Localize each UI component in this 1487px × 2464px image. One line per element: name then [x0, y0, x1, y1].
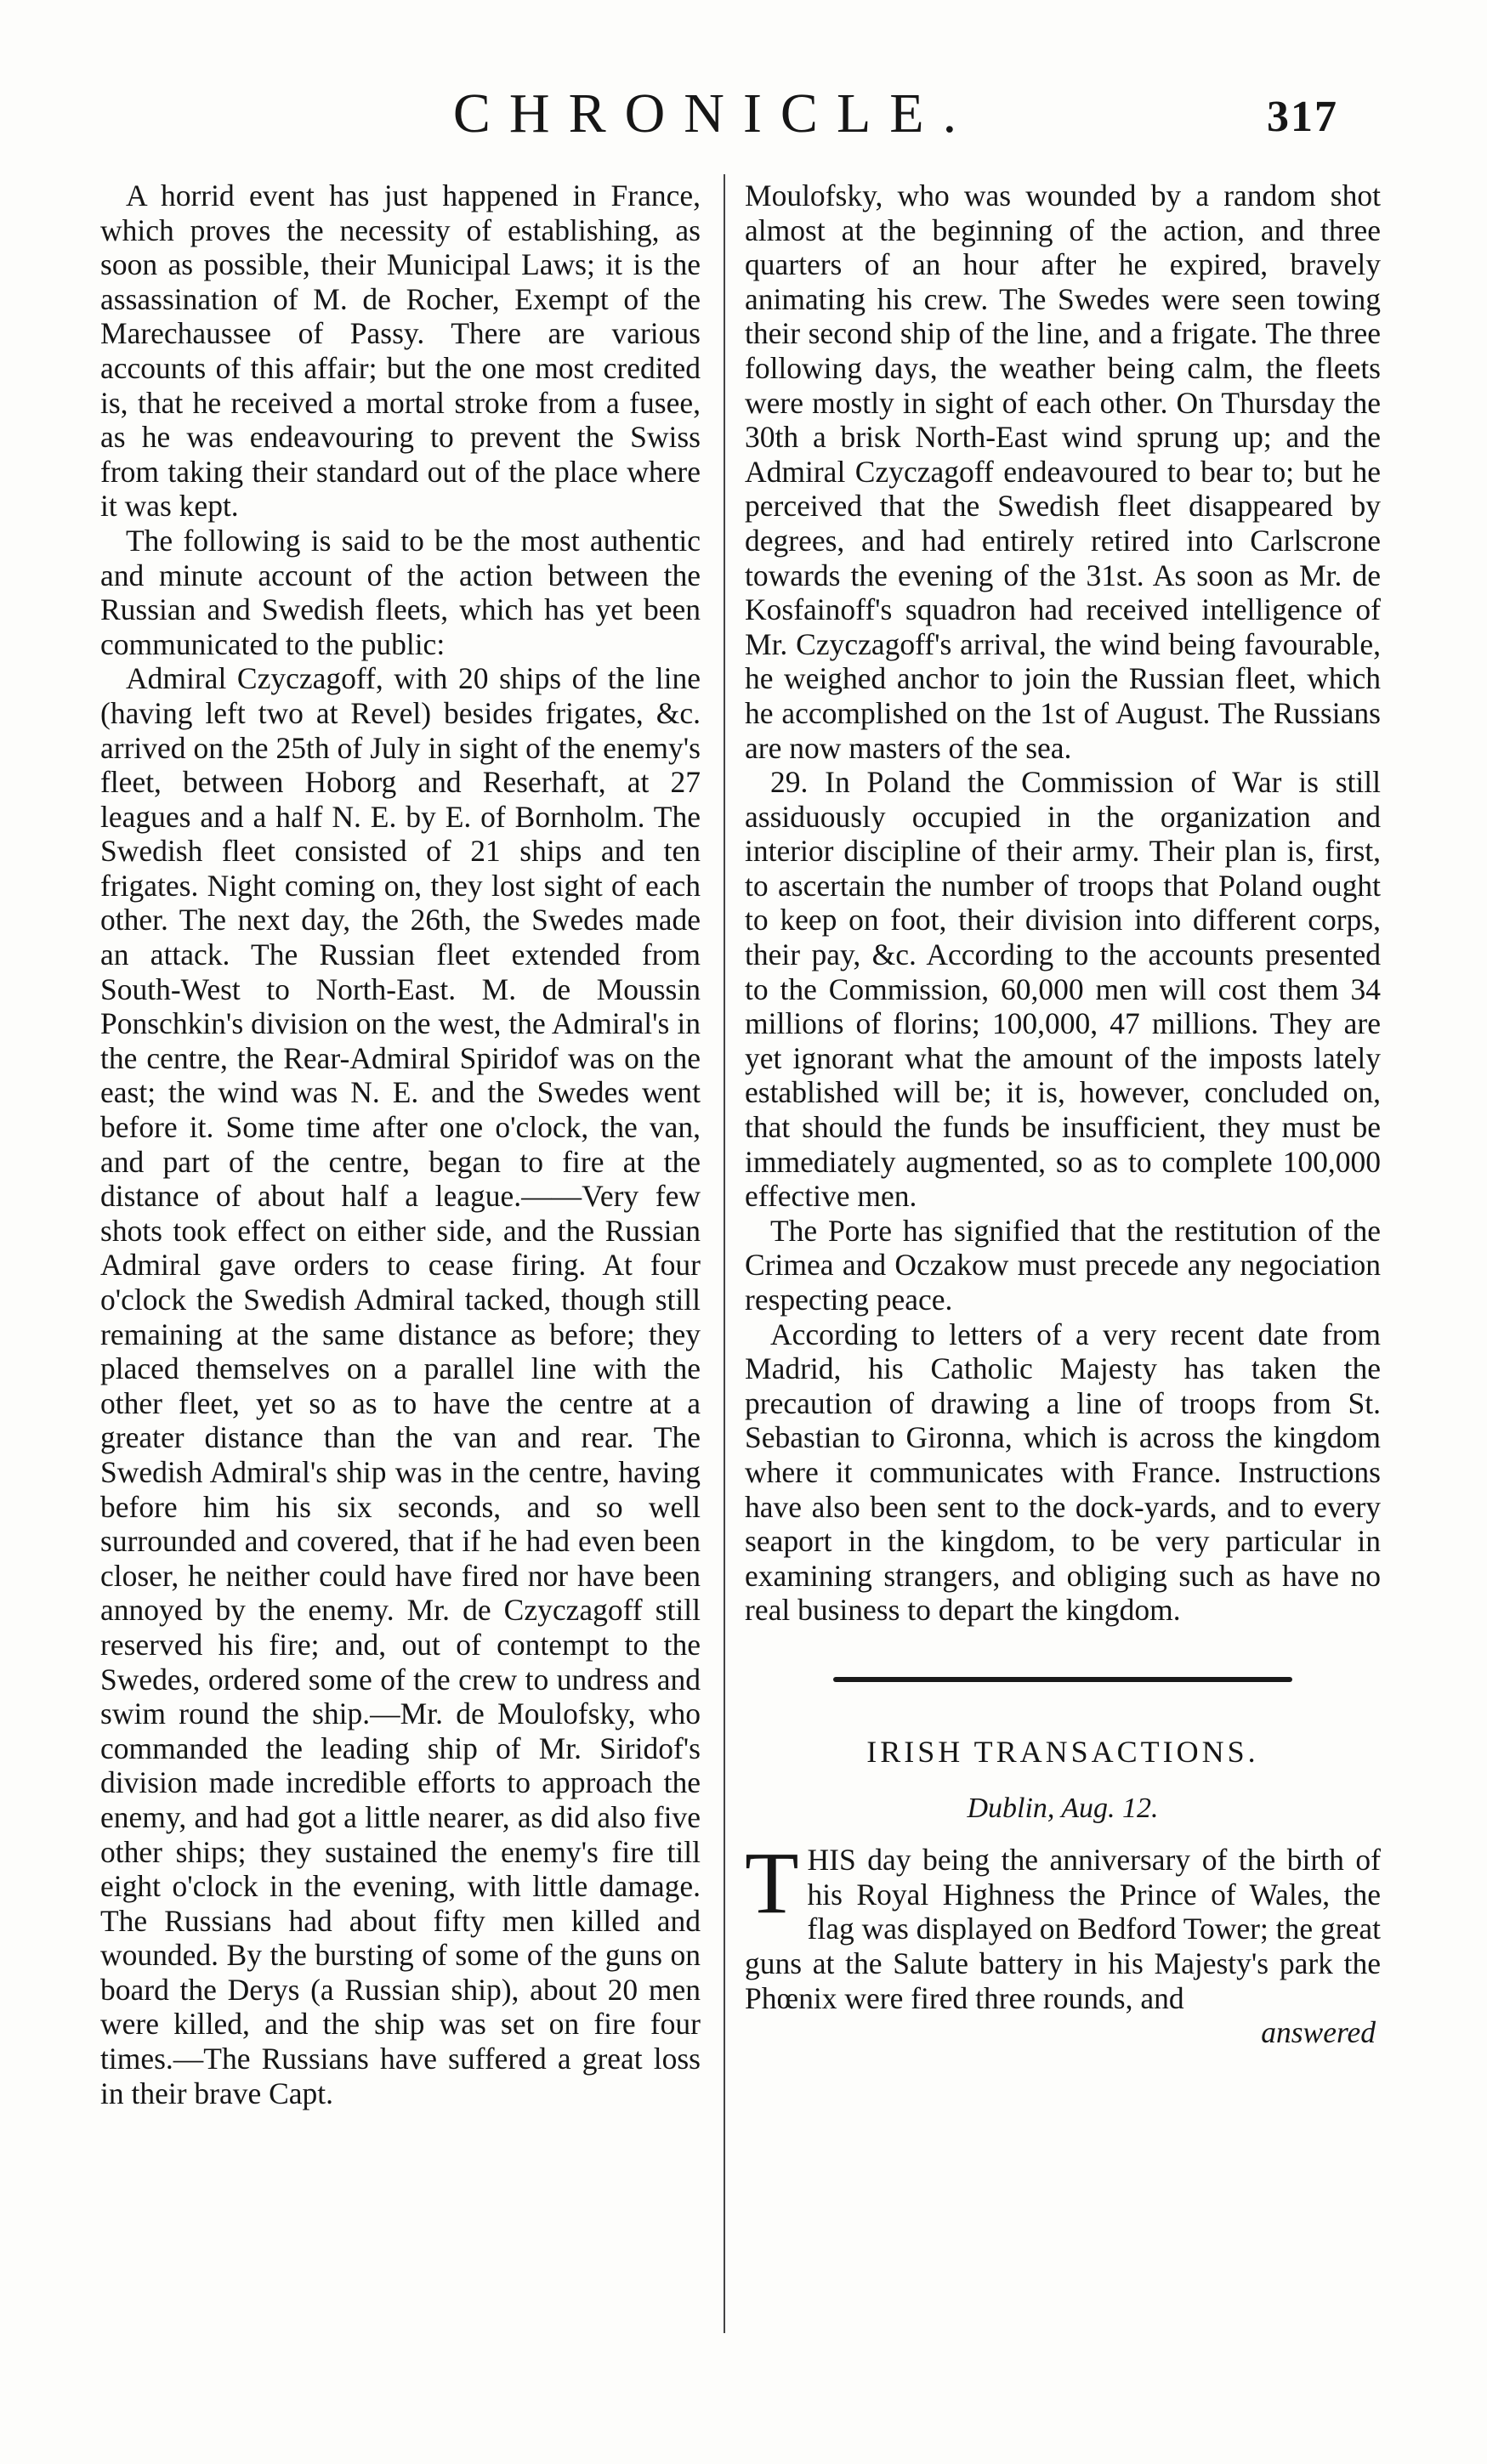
right-paragraph-2: 29. In Poland the Commission of War is still assiduously occupied in the organization and interior discipline of their army. Their plan is, first, to ascertain the number of troops that Poland ought to keep on foot, their division into different corps, their pay, &c. According to the accounts presented to the Commission, 60,000 men will cost them 34 millions of florins; 100,000, 47 millions. They are yet ignorant what the amount of the imposts lately established will be; it is, however, concluded on, that should the funds be insufficient, they must be immediately augmented, so as to complete 100,000 effective men.: [745, 765, 1381, 1214]
left-paragraph-2: The following is said to be the most authentic and minute account of the action between the Russian and Swedish fleets, which has yet been communicated to the public:: [100, 523, 701, 661]
left-paragraph-1: A horrid event has just happened in France, which proves the necessity of establishing, as soon as possible, their Municipal Laws; it is the assassination of M. de Rocher, Exempt of the Marechaussee of Passy. There are various accounts of this affair; but the one most credited is, that he received a mortal stroke from a fusee, as he was endeavouring to prevent the Swiss from taking their standard out of the place where it was kept.: [100, 178, 701, 524]
section-ornament-rule: [833, 1677, 1292, 1682]
right-paragraph-1: Moulofsky, who was wounded by a random shot almost at the beginning of the action, and three quarters of an hour after he expired, bravely animating his crew. The Swedes were seen towing their second ship of the line, and a frigate. The three following days, the weather being calm, the fleets were mostly in sight of each other. On Thursday the 30th a brisk North-East wind sprung up; and the Admiral Czyczagoff endeavoured to bear to; but he perceived that the Swedish fleet disappeared by degrees, and had entirely retired into Carlscrone towards the evening of the 31st. As soon as Mr. de Kosfainoff's squadron had received intelligence of Mr. Czyczagoff's arrival, the wind being favourable, he weighed anchor to join the Russian fleet, which he accomplished on the 1st of August. The Russians are now masters of the sea.: [745, 178, 1381, 765]
page-number: 317: [1267, 93, 1338, 141]
irish-paragraph-text: HIS day being the anniversary of the birth of his Royal Highness the Prince of Wales, the flag was displayed on Bedford Tower; the great guns at the Salute battery in his Majesty's park the Phœnix were fired three rounds, and: [745, 1843, 1381, 2015]
running-head-title: CHRONICLE.: [452, 82, 976, 144]
left-column: [100, 178, 701, 2110]
catchword: answered: [1261, 2015, 1376, 2050]
drop-cap-letter: T: [745, 1834, 799, 1933]
right-paragraph-3: The Porte has signified that the restitution of the Crimea and Oczakow must precede any negociation respecting peace.: [745, 1213, 1381, 1317]
section-heading: IRISH TRANSACTIONS.: [866, 1734, 1259, 1769]
right-paragraph-4: According to letters of a very recent date from Madrid, his Catholic Majesty has taken the precaution of drawing a line of troops from St. Sebastian to Gironna, which is across the kingdom where it communicates with France. Instructions have also been sent to the dock-yards, and to every seaport in the kingdom, to be very particular in examining strangers, and obliging such as have no real business to depart the kingdom.: [745, 1317, 1381, 1628]
column-divider: [724, 174, 725, 2333]
left-paragraph-3: Admiral Czyczagoff, with 20 ships of the line (having left two at Revel) besides frigates, &c. arrived on the 25th of July in sight of the enemy's fleet, between Hoborg and Reserhaft, at 27 leagues and a half N. E. by E. of Bornholm. The Swedish fleet consisted of 21 ships and ten frigates. Night coming on, they lost sight of each other. The next day, the 26th, the Swedes made an attack. The Russian fleet extended from South-West to North-East. M. de Moussin Ponschkin's division on the west, the Admiral's in the centre, the Rear-Admiral Spiridof was on the east; the wind was N. E. and the Swedes went before it. Some time after one o'clock, the van, and part of the centre, began to fire at the distance of about half a league.——Very few shots took effect on either side, and the Russian Admiral gave orders to cease firing. At four o'clock the Swedish Admiral tacked, though still remaining at the same distance as before; they placed themselves on a parallel line with the other fleet, yet so as to have the centre at a greater distance than the van and rear. The Swedish Admiral's ship was in the centre, having before him his six seconds, and so well surrounded and covered, that if he had even been closer, he neither could have fired nor have been annoyed by the enemy. Mr. de Czyczagoff still reserved his fire; and, out of contempt to the Swedes, ordered some of the crew to undress and swim round the ship.—Mr. de Moulofsky, who commanded the leading ship of Mr. Siridof's division made incredible efforts to approach the enemy, and had got a little nearer, as did also five other ships; they sustained the enemy's fire till eight o'clock in the evening, with little damage. The Russians had about fifty men killed and wounded. By the bursting of some of the guns on board the Derys (a Russian ship), about 20 men were killed, and the ship was set on fire four times.—The Russians have suffered a great loss in their brave Capt.: [100, 661, 701, 2110]
irish-paragraph: [745, 1834, 1381, 2015]
right-column: [745, 178, 1381, 2050]
dateline: Dublin, Aug. 12.: [967, 1792, 1159, 1824]
